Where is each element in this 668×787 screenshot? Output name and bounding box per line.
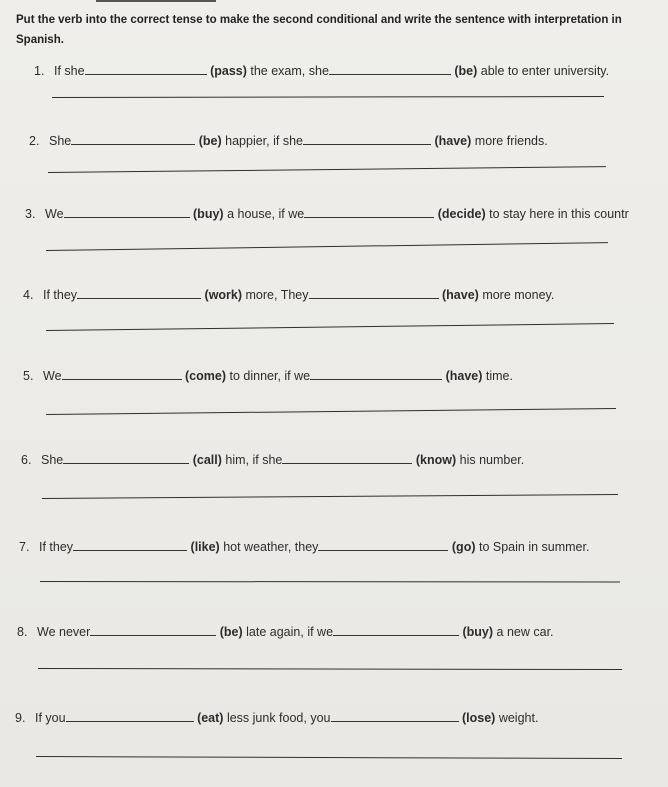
verb-prompt: (know)	[415, 453, 457, 467]
exercise-number: 8.	[17, 625, 28, 639]
verb-prompt: (work)	[204, 288, 243, 302]
translation-line[interactable]	[36, 756, 622, 759]
verb-prompt: (pass)	[210, 64, 247, 78]
sentence-text: less junk food, you	[226, 711, 331, 725]
answer-blank-1[interactable]	[73, 540, 187, 551]
sentence-text: him, if she	[225, 453, 283, 467]
sentence-text: weight.	[498, 711, 539, 725]
sentence-text: late again, if we	[246, 625, 334, 639]
exercise-number: 4.	[23, 288, 34, 302]
answer-blank-1[interactable]	[77, 288, 201, 299]
verb-prompt: (have)	[442, 288, 479, 302]
translation-line[interactable]	[42, 494, 618, 499]
answer-blank-2[interactable]	[304, 207, 434, 218]
exercise-8	[17, 625, 554, 639]
exercise-number: 2.	[29, 134, 40, 148]
exercise-9	[15, 711, 538, 725]
verb-prompt: (go)	[451, 540, 476, 554]
verb-prompt: (like)	[190, 540, 220, 554]
sentence-text: hot weather, they	[223, 540, 319, 554]
top-rule	[96, 0, 216, 2]
sentence-text: more, They	[245, 288, 309, 302]
sentence-text: a new car.	[496, 625, 554, 639]
verb-prompt: (have)	[434, 134, 472, 148]
sentence-text: If they	[43, 288, 78, 302]
sentence-text: to stay here in this countr	[489, 207, 629, 221]
verb-prompt: (call)	[192, 453, 222, 467]
translation-line[interactable]	[48, 166, 606, 173]
sentence-text: to Spain in summer.	[478, 540, 590, 554]
sentence-text: If you	[35, 711, 66, 725]
exercise-2	[29, 134, 548, 148]
exercise-number: 3.	[25, 207, 36, 221]
sentence-text: We	[45, 207, 64, 221]
answer-blank-2[interactable]	[329, 64, 451, 75]
translation-line[interactable]	[40, 581, 620, 583]
answer-blank-1[interactable]	[62, 369, 182, 380]
sentence-text: If they	[39, 540, 74, 554]
verb-prompt: (have)	[445, 369, 483, 383]
verb-prompt: (eat)	[197, 711, 224, 725]
answer-blank-2[interactable]	[331, 711, 459, 722]
verb-prompt: (come)	[185, 369, 226, 383]
verb-prompt: (be)	[454, 64, 478, 78]
sentence-text: We never	[37, 625, 91, 639]
translation-line[interactable]	[52, 96, 604, 98]
sentence-text: happier, if she	[225, 134, 303, 148]
answer-blank-2[interactable]	[318, 540, 448, 551]
answer-blank-1[interactable]	[66, 711, 194, 722]
exercise-number: 7.	[19, 540, 30, 554]
sentence-text: his number.	[459, 453, 525, 467]
answer-blank-1[interactable]	[85, 64, 207, 75]
answer-blank-1[interactable]	[90, 625, 216, 636]
exercise-4	[23, 288, 554, 302]
exercise-number: 1.	[34, 64, 45, 78]
sentence-text: to dinner, if we	[229, 369, 311, 383]
sentence-text: time.	[485, 369, 513, 383]
sentence-text: more money.	[482, 288, 555, 302]
sentence-text: We	[43, 369, 62, 383]
exercise-number: 6.	[21, 453, 32, 467]
sentence-text: more friends.	[474, 134, 548, 148]
verb-prompt: (buy)	[193, 207, 224, 221]
exercise-number: 9.	[15, 711, 26, 725]
answer-blank-1[interactable]	[63, 453, 189, 464]
sentence-text: She	[49, 134, 72, 148]
answer-blank-1[interactable]	[71, 134, 195, 145]
translation-line[interactable]	[46, 242, 608, 251]
answer-blank-2[interactable]	[310, 369, 442, 380]
answer-blank-2[interactable]	[303, 134, 431, 145]
exercise-6	[21, 453, 524, 467]
verb-prompt: (lose)	[461, 711, 496, 725]
exercise-5	[23, 369, 513, 383]
translation-line[interactable]	[46, 323, 614, 331]
answer-blank-1[interactable]	[64, 207, 190, 218]
translation-line[interactable]	[46, 408, 616, 415]
verb-prompt: (be)	[198, 134, 222, 148]
sentence-text: She	[41, 453, 64, 467]
sentence-text: able to enter university.	[480, 64, 610, 78]
exercise-3	[25, 207, 629, 221]
verb-prompt: (be)	[219, 625, 243, 639]
verb-prompt: (buy)	[462, 625, 494, 639]
sentence-text: a house, if we	[227, 207, 305, 221]
sentence-text: If she	[54, 64, 85, 78]
translation-line[interactable]	[38, 668, 622, 670]
exercise-7	[19, 540, 589, 554]
exercise-number: 5.	[23, 369, 34, 383]
instructions: Put the verb into the correct tense to make the second conditional and write the sentence with interpretation in Spanish.	[16, 14, 622, 46]
verb-prompt: (decide)	[437, 207, 486, 221]
answer-blank-2[interactable]	[309, 288, 439, 299]
sentence-text: the exam, she	[250, 64, 329, 78]
answer-blank-2[interactable]	[333, 625, 459, 636]
exercise-1	[34, 64, 609, 78]
answer-blank-2[interactable]	[282, 453, 412, 464]
